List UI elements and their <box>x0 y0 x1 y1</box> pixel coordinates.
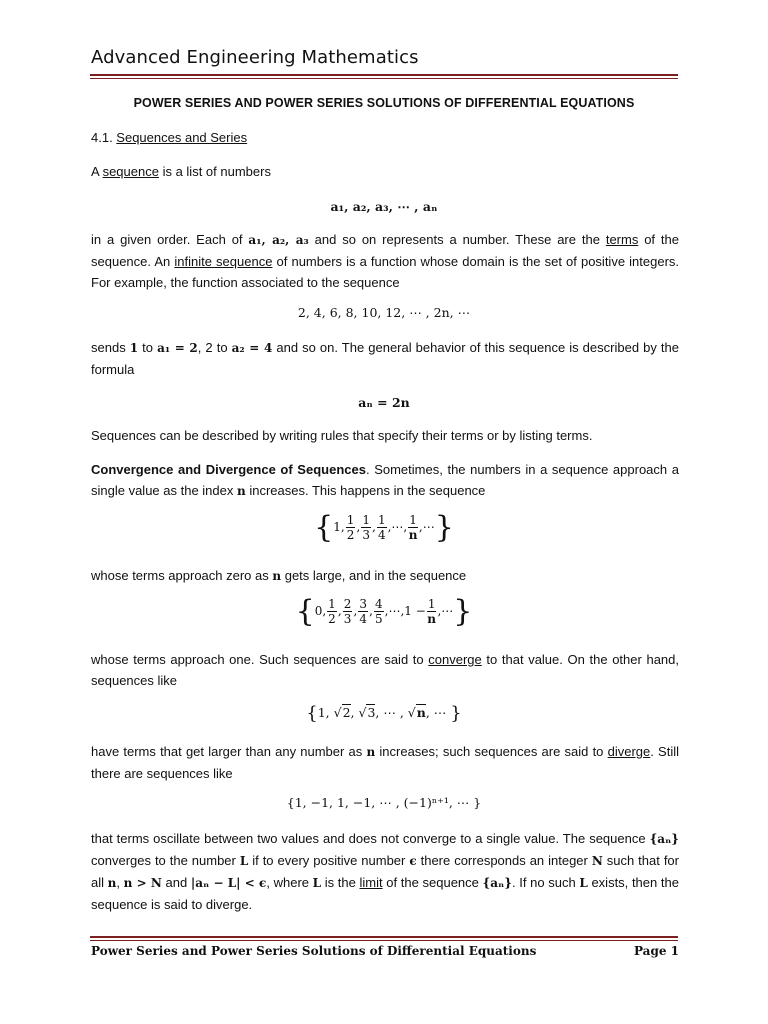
numerator: 4 <box>375 597 383 611</box>
text: sends <box>91 340 130 355</box>
text: gets large, and in the sequence <box>281 568 467 583</box>
math-inline: a₂ = 4 <box>231 341 273 355</box>
denominator: 2 <box>328 612 336 626</box>
text: whose terms approach one. Such sequences are said to <box>91 652 429 667</box>
term-terms: terms <box>605 232 639 247</box>
math-inline: a₁, a₂, a₃ <box>248 233 309 247</box>
term-diverge: diverge <box>607 744 651 759</box>
eq-term: ,⋯,1 − <box>384 604 426 618</box>
equation-2: 2, 4, 6, 8, 10, 12, ⋯ , 2n, ⋯ <box>297 305 471 320</box>
text: and <box>161 875 191 890</box>
text: exists, then the sequence is said to diverge. <box>91 875 679 912</box>
term-sequence: sequence <box>102 164 159 179</box>
text: there corresponds an integer <box>416 853 592 868</box>
text: . Sometimes, the numbers in a sequence approach a single value as the index <box>91 462 679 498</box>
document-footer <box>91 944 679 958</box>
math-inline: n > N <box>123 876 162 890</box>
text: of numbers is a function whose domain is the set of positive integers. For example, the function associated to the sequence <box>91 254 680 290</box>
footer-rule-thin <box>90 940 678 941</box>
text: increases; such sequences are said to <box>375 744 608 759</box>
eq-term: ,⋯, <box>387 520 408 534</box>
section-title: POWER SERIES AND POWER SERIES SOLUTIONS OF DIFFERENTIAL EQUATIONS <box>133 96 635 110</box>
denominator: 3 <box>362 528 370 542</box>
text: A <box>91 164 103 179</box>
math-inline: L <box>312 876 322 890</box>
footer-rule <box>90 936 678 938</box>
term-infinite-sequence: infinite sequence <box>174 254 273 269</box>
paragraph-5 <box>91 459 679 502</box>
text: . Still there are sequences like <box>91 744 679 781</box>
eq-term: , ⋯ , <box>375 705 408 720</box>
header-rule-thin <box>90 78 678 79</box>
math-inline: N <box>591 854 603 868</box>
eq-term: ,⋯ <box>437 604 454 618</box>
denominator: 3 <box>343 612 352 626</box>
page-number: Page 1 <box>633 944 679 958</box>
text: , 2 to <box>197 340 232 355</box>
term-converge: converge <box>428 652 482 667</box>
math-inline: L <box>579 876 588 890</box>
paragraph-2 <box>91 229 679 293</box>
math-inline: |aₙ − L| < ϵ <box>190 876 267 890</box>
equation-6: {1, √2, √3, ⋯ , √n, ⋯ } <box>306 703 462 724</box>
text: and so on. The general behavior of this sequence is described by the formula <box>91 340 679 377</box>
text: that terms oscillate between two values and does not converge to a single value. The sequence <box>91 831 650 846</box>
text: is the <box>321 875 360 890</box>
radicand: 2 <box>342 705 351 720</box>
numerator: 1 <box>346 513 355 527</box>
text: have terms that get larger than any number as <box>91 744 367 759</box>
text: of the sequence <box>382 875 483 890</box>
radicand: 3 <box>367 705 376 720</box>
text: to <box>138 340 158 355</box>
equation-7: {1, −1, 1, −1, ⋯ , (−1)ⁿ⁺¹, ⋯ } <box>286 795 482 810</box>
numerator: 1 <box>409 513 417 527</box>
denominator: 2 <box>346 528 355 542</box>
math-inline: a₁ = 2 <box>157 341 198 355</box>
numerator: 1 <box>362 513 370 527</box>
numerator: 1 <box>427 597 436 611</box>
math-inline: n <box>107 876 117 890</box>
numerator: 2 <box>343 597 352 611</box>
math-inline: L <box>239 854 249 868</box>
text: converges to the number <box>91 853 240 868</box>
subsection-heading <box>91 127 247 148</box>
math-inline: n <box>366 745 376 759</box>
text: , where <box>266 875 313 890</box>
paragraph-7 <box>91 649 679 691</box>
math-inline: n <box>272 569 282 583</box>
numerator: 3 <box>359 597 368 611</box>
text: , <box>116 875 124 890</box>
header-rule <box>90 74 678 76</box>
text: to that value. On the other hand, sequences like <box>91 652 679 688</box>
equation-1: a₁, a₂, a₃, ⋯ , aₙ <box>330 199 438 214</box>
text: is a list of numbers <box>158 164 271 179</box>
paragraph-8 <box>91 741 679 784</box>
text: such that for all <box>91 853 679 890</box>
eq-term: ,⋯ <box>418 520 435 534</box>
math-inline: {aₙ} <box>482 876 512 890</box>
paragraph-9 <box>91 828 679 915</box>
bold-heading: Convergence and Divergence of Sequences <box>91 462 366 477</box>
text: increases. This happens in the sequence <box>245 483 486 498</box>
eq-term: 1, <box>317 705 334 720</box>
paragraph-1 <box>91 161 271 182</box>
math-inline: 1 <box>129 341 139 355</box>
math-inline: n <box>236 484 246 498</box>
math-inline: ϵ <box>409 854 417 868</box>
text: and so on represents a number. These are the <box>308 232 606 247</box>
text: in a given order. Each of <box>91 232 249 247</box>
denominator: n <box>408 528 418 542</box>
equation-4: {1, $\frac{1}{2}$ , $\frac{1}{3}$ , $\frac{1}{4}$ ,⋯, $\frac{1}{n}$ ,⋯} <box>314 510 454 545</box>
paragraph-4: Sequences can be described by writing rules that specify their terms or by listing terms. <box>91 428 593 443</box>
text: whose terms approach zero as <box>91 568 273 583</box>
term-limit: limit <box>359 875 383 890</box>
numerator: 1 <box>377 513 386 527</box>
denominator: 4 <box>359 612 368 626</box>
numerator: 1 <box>328 597 336 611</box>
math-inline: {aₙ} <box>649 832 679 846</box>
paragraph-6 <box>91 565 466 587</box>
radicand: n <box>416 705 426 720</box>
subsection-title: Sequences and Series <box>116 130 248 145</box>
denominator: n <box>427 612 436 626</box>
subsection-number: 4.1. <box>91 130 117 145</box>
eq-term: , ⋯ <box>425 705 447 720</box>
eq-term: , <box>350 705 359 720</box>
paragraph-3 <box>91 337 679 380</box>
denominator: 4 <box>377 528 386 542</box>
eq-term: 1, <box>333 520 345 534</box>
equation-5: {0, $\frac{1}{2}$ , $\frac{2}{3}$ , $\frac{3}{4}$ , $\frac{4}{5}$ ,⋯,1 − $\frac{1}{n}$ ,⋯} <box>295 594 473 629</box>
eq-term: 0, <box>314 604 327 618</box>
denominator: 5 <box>375 612 383 626</box>
document-header: Advanced Engineering Mathematics <box>91 47 419 68</box>
footer-title: Power Series and Power Series Solutions of Differential Equations <box>91 944 537 958</box>
text: . If no such <box>511 875 580 890</box>
equation-3: aₙ = 2n <box>358 395 410 410</box>
text: of the sequence. An <box>91 232 679 269</box>
text: if to every positive number <box>248 853 410 868</box>
